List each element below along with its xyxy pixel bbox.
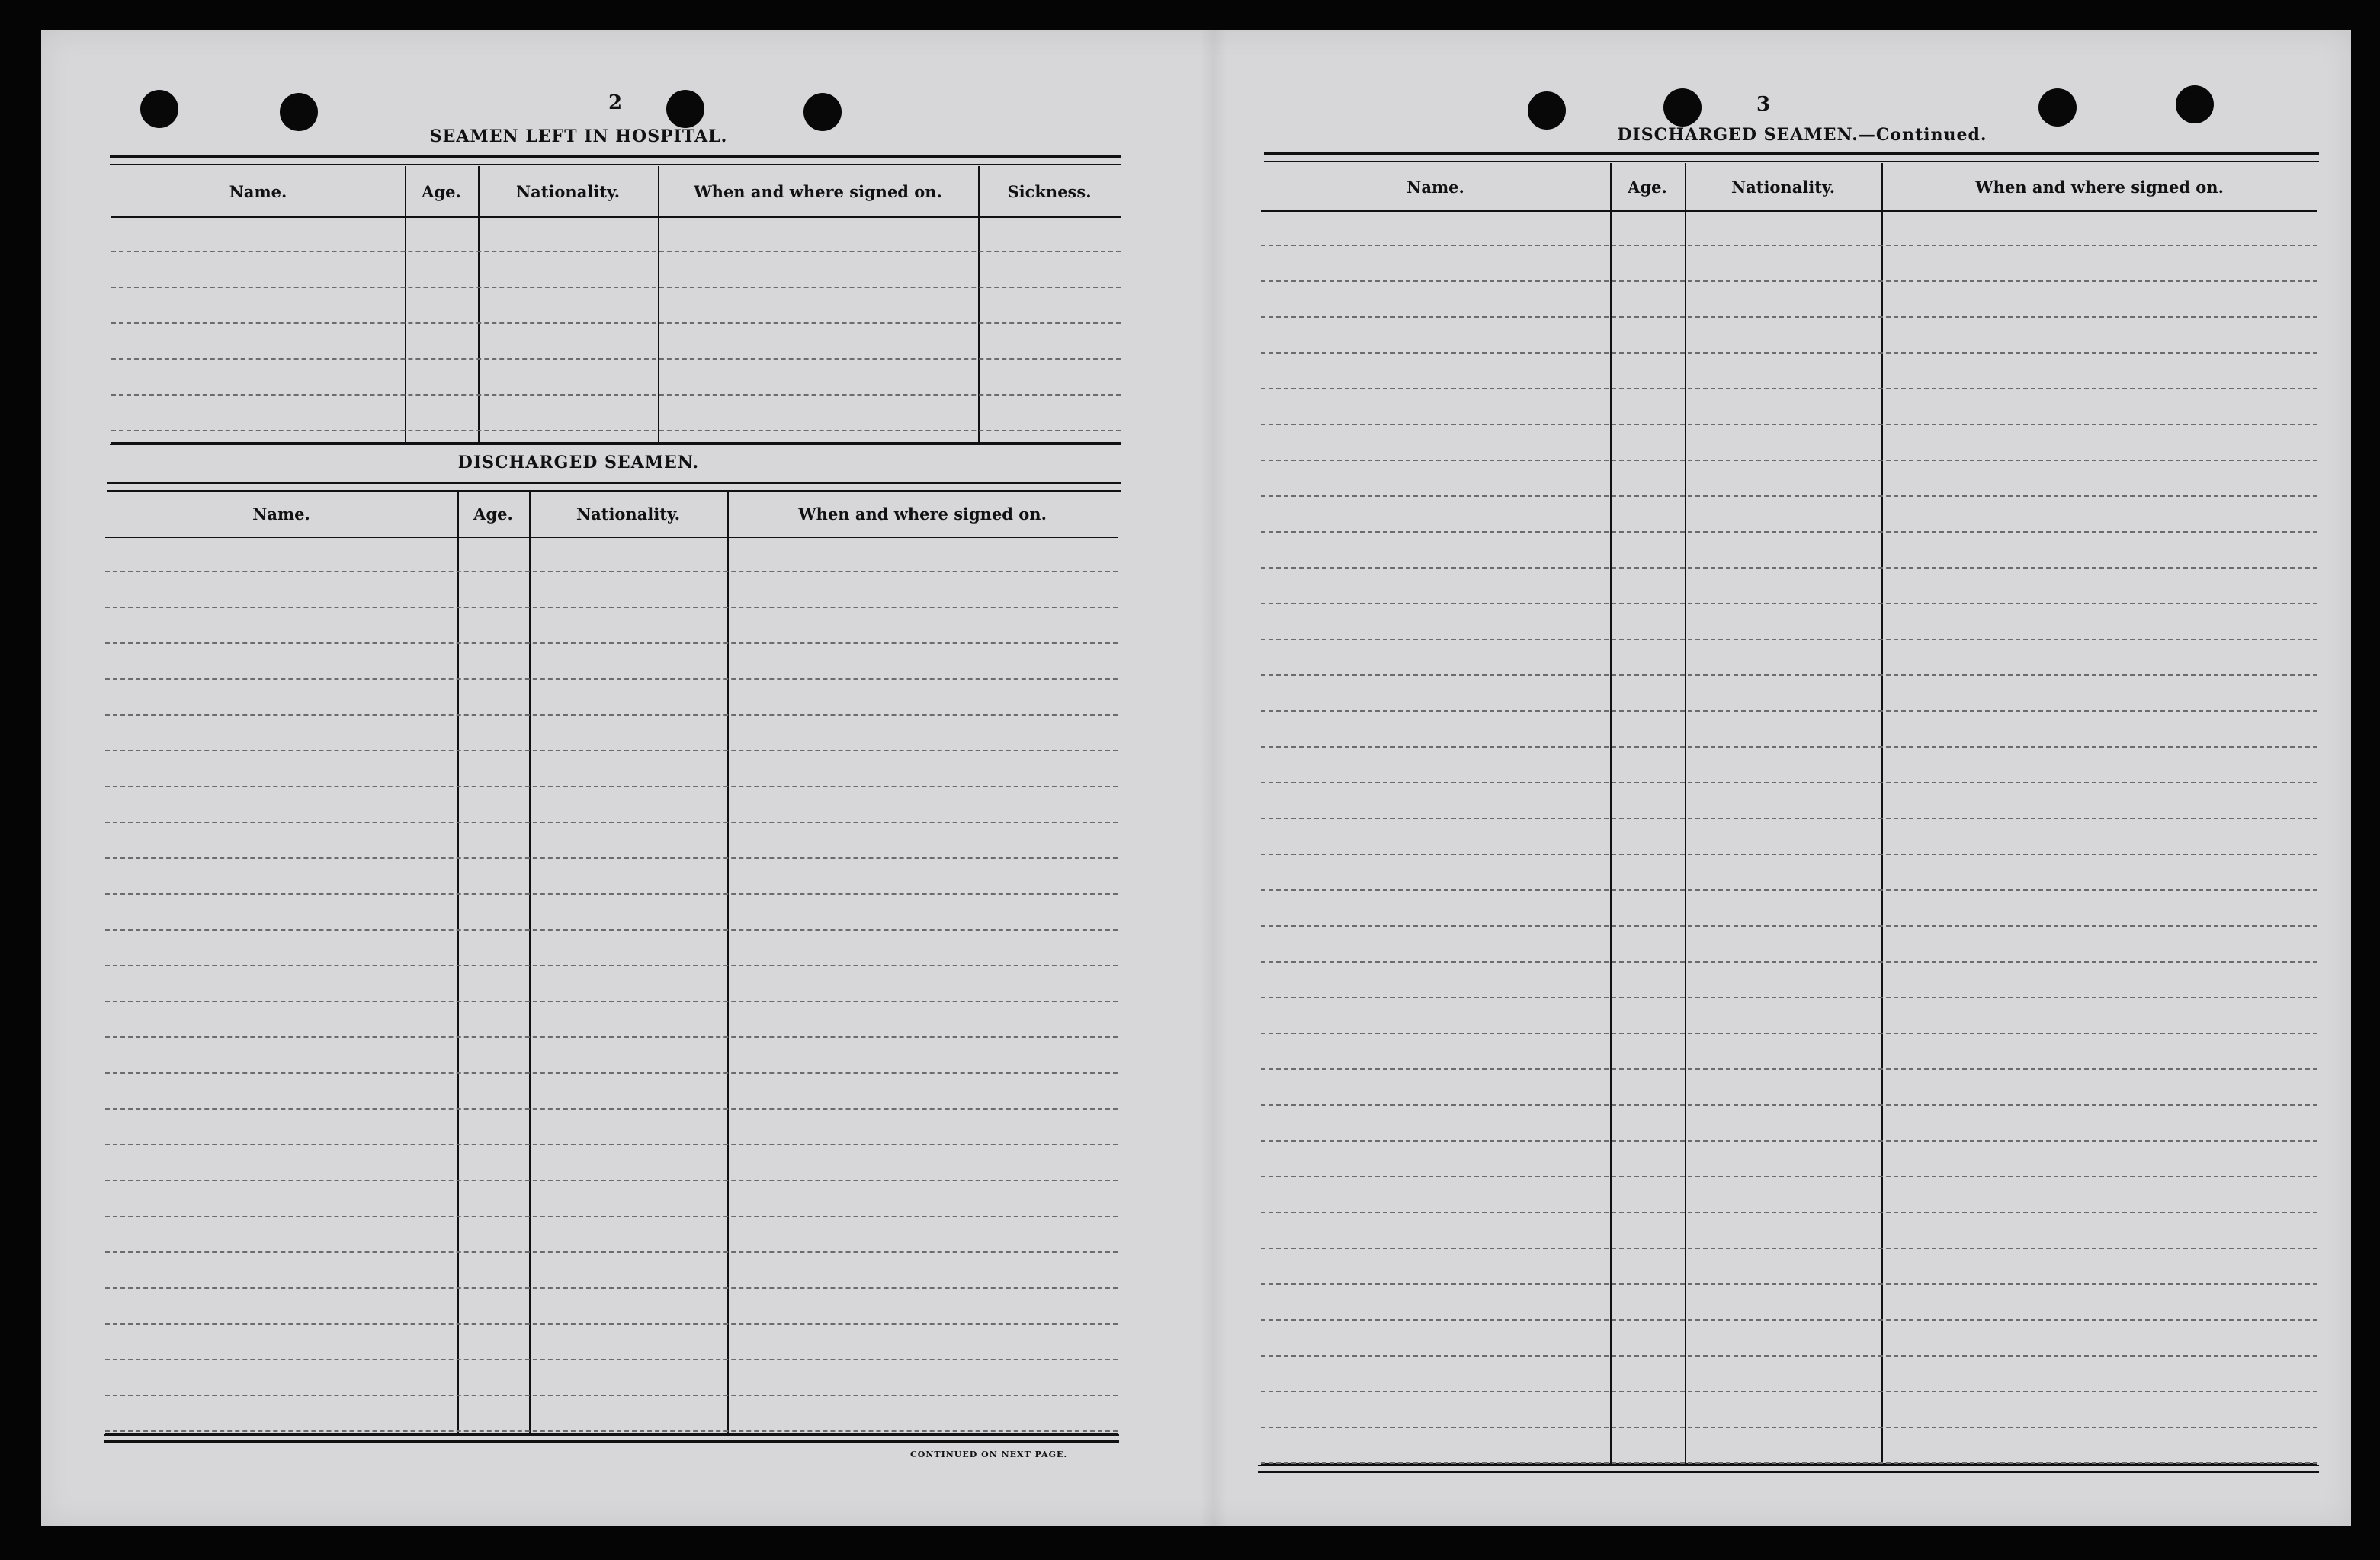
column-header-nationality: Nationality.: [1730, 177, 1836, 197]
ruled-line: [105, 857, 1118, 859]
section-rule: [110, 444, 1121, 445]
ruled-line: [105, 1323, 1118, 1325]
ruled-line: [1261, 710, 2317, 712]
column-header-sickness: Sickness.: [1007, 181, 1092, 201]
ruled-line: [1261, 818, 2317, 819]
ruled-line: [1261, 1462, 2317, 1464]
discharged-continued-title: DISCHARGED SEAMEN.—Continued.: [1617, 125, 1987, 145]
punch-hole: [140, 90, 178, 128]
punch-hole: [1663, 88, 1702, 127]
column-divider: [978, 166, 980, 442]
ruled-line: [1261, 567, 2317, 569]
column-divider: [478, 166, 480, 442]
ruled-line: [1261, 495, 2317, 497]
ruled-line: [105, 1001, 1118, 1002]
ruled-line: [105, 1359, 1118, 1360]
ruled-line: [1261, 854, 2317, 855]
column-header-signed-on: When and where signed on.: [694, 181, 942, 201]
column-header-name: Name.: [252, 504, 310, 524]
ruled-line: [105, 1144, 1118, 1145]
punch-hole: [1528, 91, 1566, 130]
ruled-line: [105, 1216, 1118, 1217]
column-header-nationality: Nationality.: [515, 181, 621, 201]
column-header-name: Name.: [1407, 177, 1464, 197]
ruled-line: [1261, 1319, 2317, 1321]
ruled-line: [1261, 997, 2317, 998]
column-divider: [1685, 163, 1686, 1463]
ruled-line: [1261, 1033, 2317, 1034]
ruled-line: [105, 714, 1118, 716]
section-rule: [104, 1434, 1119, 1443]
column-divider: [457, 491, 459, 1433]
ruled-line: [1261, 1427, 2317, 1428]
punch-hole: [803, 93, 842, 131]
ruled-line: [1261, 424, 2317, 425]
column-divider: [727, 491, 729, 1433]
ruled-line: [105, 1180, 1118, 1181]
ruled-line: [111, 394, 1121, 396]
ruled-line: [105, 678, 1118, 680]
ruled-line: [1261, 1212, 2317, 1213]
column-divider: [1881, 163, 1883, 1463]
ruled-line: [1261, 316, 2317, 318]
discharged-table: [105, 491, 1118, 1434]
column-divider: [405, 166, 406, 442]
column-divider: [658, 166, 659, 442]
ruled-line: [1261, 782, 2317, 783]
ruled-line: [105, 571, 1118, 572]
ruled-line: [1261, 674, 2317, 676]
punch-hole: [2176, 85, 2214, 123]
ruled-line: [105, 750, 1118, 751]
ruled-line: [105, 1430, 1118, 1432]
ruled-line: [1261, 388, 2317, 389]
column-header-age: Age.: [473, 504, 513, 524]
punch-hole: [2038, 88, 2077, 127]
page-number-right: 3: [1756, 93, 1771, 116]
ruled-line: [1261, 1391, 2317, 1392]
page-number-left: 2: [608, 91, 623, 114]
section-rule: [1258, 1465, 2319, 1473]
ruled-line: [1261, 460, 2317, 461]
column-header-age: Age.: [422, 181, 461, 201]
ruled-line: [105, 929, 1118, 931]
column-header-nationality: Nationality.: [576, 504, 681, 524]
ruled-line: [1261, 925, 2317, 927]
discharged-section-title: DISCHARGED SEAMEN.: [457, 453, 700, 472]
continued-note: CONTINUED ON NEXT PAGE.: [910, 1449, 1068, 1459]
manifest-sheet: [41, 30, 2351, 1526]
table-header: [105, 491, 1118, 538]
punch-hole: [666, 90, 704, 128]
column-header-name: Name.: [229, 181, 287, 201]
table-header: [111, 166, 1121, 218]
section-rule: [1264, 152, 2319, 162]
ruled-line: [1261, 1140, 2317, 1142]
ruled-line: [1261, 1248, 2317, 1249]
ruled-line: [1261, 280, 2317, 282]
ruled-line: [1261, 352, 2317, 354]
discharged-continued-table: [1261, 163, 2317, 1465]
section-rule: [110, 155, 1121, 165]
column-divider: [529, 491, 531, 1433]
hospital-table: [111, 166, 1121, 444]
ruled-line: [111, 251, 1121, 252]
ruled-line: [111, 322, 1121, 324]
ruled-line: [105, 1287, 1118, 1289]
column-divider: [1610, 163, 1612, 1463]
ruled-line: [1261, 531, 2317, 533]
ruled-line: [1261, 1068, 2317, 1070]
ruled-line: [111, 358, 1121, 360]
ruled-line: [1261, 639, 2317, 640]
table-header: [1261, 163, 2317, 212]
center-fold: [1200, 30, 1227, 1526]
ruled-line: [105, 1036, 1118, 1038]
column-header-age: Age.: [1628, 177, 1667, 197]
ruled-line: [105, 1251, 1118, 1253]
ruled-line: [105, 893, 1118, 895]
ruled-line: [111, 430, 1121, 431]
ruled-line: [105, 1395, 1118, 1396]
ruled-line: [1261, 603, 2317, 604]
ruled-line: [111, 287, 1121, 288]
column-header-signed-on: When and where signed on.: [1975, 177, 2224, 197]
punch-hole: [280, 93, 318, 131]
ruled-line: [105, 822, 1118, 823]
hospital-section-title: SEAMEN LEFT IN HOSPITAL.: [429, 127, 728, 146]
ruled-line: [105, 1072, 1118, 1074]
column-header-signed-on: When and where signed on.: [798, 504, 1047, 524]
ruled-line: [105, 965, 1118, 966]
ruled-line: [1261, 1104, 2317, 1106]
ruled-line: [105, 1108, 1118, 1110]
ruled-line: [1261, 1283, 2317, 1285]
ruled-line: [1261, 1176, 2317, 1177]
ruled-line: [105, 642, 1118, 644]
ruled-line: [1261, 889, 2317, 891]
ruled-line: [105, 607, 1118, 608]
ruled-line: [1261, 961, 2317, 963]
ruled-line: [1261, 245, 2317, 246]
ruled-line: [1261, 746, 2317, 748]
ruled-line: [1261, 1355, 2317, 1357]
ruled-line: [105, 786, 1118, 787]
